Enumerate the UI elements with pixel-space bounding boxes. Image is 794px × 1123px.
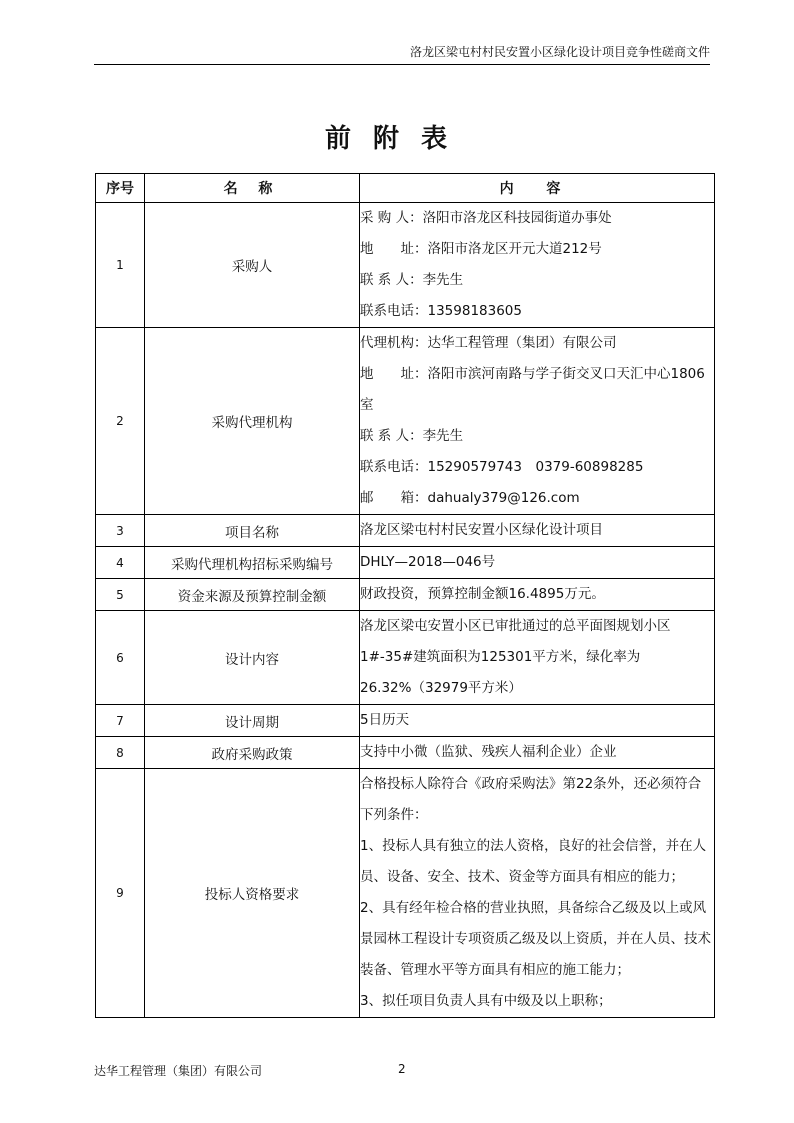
row-content: 支持中小微（监狱、残疾人福利企业）企业	[360, 737, 715, 769]
content-line: 2、具有经年检合格的营业执照，具备综合乙级及以上或风景园林工程设计专项资质乙级及以上资质，并在人员、技术装备、管理水平等方面具有相应的施工能力；	[360, 900, 711, 978]
table-row	[96, 705, 715, 737]
content-line: 联系电话：15290579743 0379-60898285	[360, 459, 644, 475]
header-content: 内 容	[360, 174, 715, 203]
row-content	[360, 203, 715, 328]
info-table	[95, 173, 715, 1018]
row-number: 4	[96, 547, 145, 579]
row-content: DHLY—2018—046号	[360, 547, 715, 579]
content-line: 3、拟任项目负责人具有中级及以上职称；	[360, 993, 612, 1009]
row-name: 设计周期	[145, 705, 360, 737]
row-name: 资金来源及预算控制金额	[145, 579, 360, 611]
row-number: 5	[96, 579, 145, 611]
content-line: 1、投标人具有独立的法人资格，良好的社会信誉，并在人员、设备、安全、技术、资金等方面具有相应的能力；	[360, 838, 707, 885]
row-content	[360, 769, 715, 1018]
table-row	[96, 579, 715, 611]
page-number: 2	[398, 1062, 406, 1076]
row-number: 7	[96, 705, 145, 737]
content-line: 联 系 人：李先生	[360, 272, 464, 288]
content-line: 合格投标人除符合《政府采购法》第22条外，还必须符合下列条件：	[360, 776, 702, 823]
row-name: 采购代理机构	[145, 328, 360, 515]
content-line: 邮 箱：dahualy379@126.com	[360, 490, 580, 506]
row-content	[360, 328, 715, 515]
header-name-label: 名 称	[223, 181, 281, 197]
table-row	[96, 547, 715, 579]
header-name	[145, 174, 360, 203]
content-line: 代理机构：达华工程管理（集团）有限公司	[360, 335, 617, 351]
running-header	[94, 44, 710, 65]
table-row	[96, 611, 715, 705]
row-name: 投标人资格要求	[145, 769, 360, 1018]
footer-company: 达华工程管理（集团）有限公司	[94, 1064, 263, 1078]
page-title: 前附表	[324, 124, 469, 154]
row-number: 2	[96, 328, 145, 515]
row-content: 财政投资，预算控制金额16.4895万元。	[360, 579, 715, 611]
content-line: 地 址：洛阳市洛龙区开元大道212号	[360, 241, 602, 257]
table-row	[96, 515, 715, 547]
content-line: 联 系 人：李先生	[360, 428, 464, 444]
row-content: 洛龙区梁屯村村民安置小区绿化设计项目	[360, 515, 715, 547]
row-number: 1	[96, 203, 145, 328]
row-name: 采购代理机构招标采购编号	[145, 547, 360, 579]
row-name: 设计内容	[145, 611, 360, 705]
content-line: 采 购 人：洛阳市洛龙区科技园街道办事处	[360, 210, 612, 226]
document-title: 洛龙区梁屯村村民安置小区绿化设计项目竞争性磋商文件	[409, 45, 710, 59]
content-line: 联系电话：13598183605	[360, 303, 522, 319]
row-number: 3	[96, 515, 145, 547]
table-header-row	[96, 174, 715, 203]
content-line: 地 址：洛阳市滨河南路与学子街交叉口天汇中心1806室	[360, 366, 705, 413]
row-content: 洛龙区梁屯安置小区已审批通过的总平面图规划小区1#-35#建筑面积为125301平方米，绿化率为26.32%（32979平方米）	[360, 611, 715, 705]
row-number: 6	[96, 611, 145, 705]
row-number: 8	[96, 737, 145, 769]
row-name: 项目名称	[145, 515, 360, 547]
header-no: 序号	[96, 174, 145, 203]
table-row	[96, 328, 715, 515]
row-content: 5日历天	[360, 705, 715, 737]
row-name: 政府采购政策	[145, 737, 360, 769]
table-row	[96, 769, 715, 1018]
table-row	[96, 737, 715, 769]
table-row	[96, 203, 715, 328]
row-name: 采购人	[145, 203, 360, 328]
row-number: 9	[96, 769, 145, 1018]
